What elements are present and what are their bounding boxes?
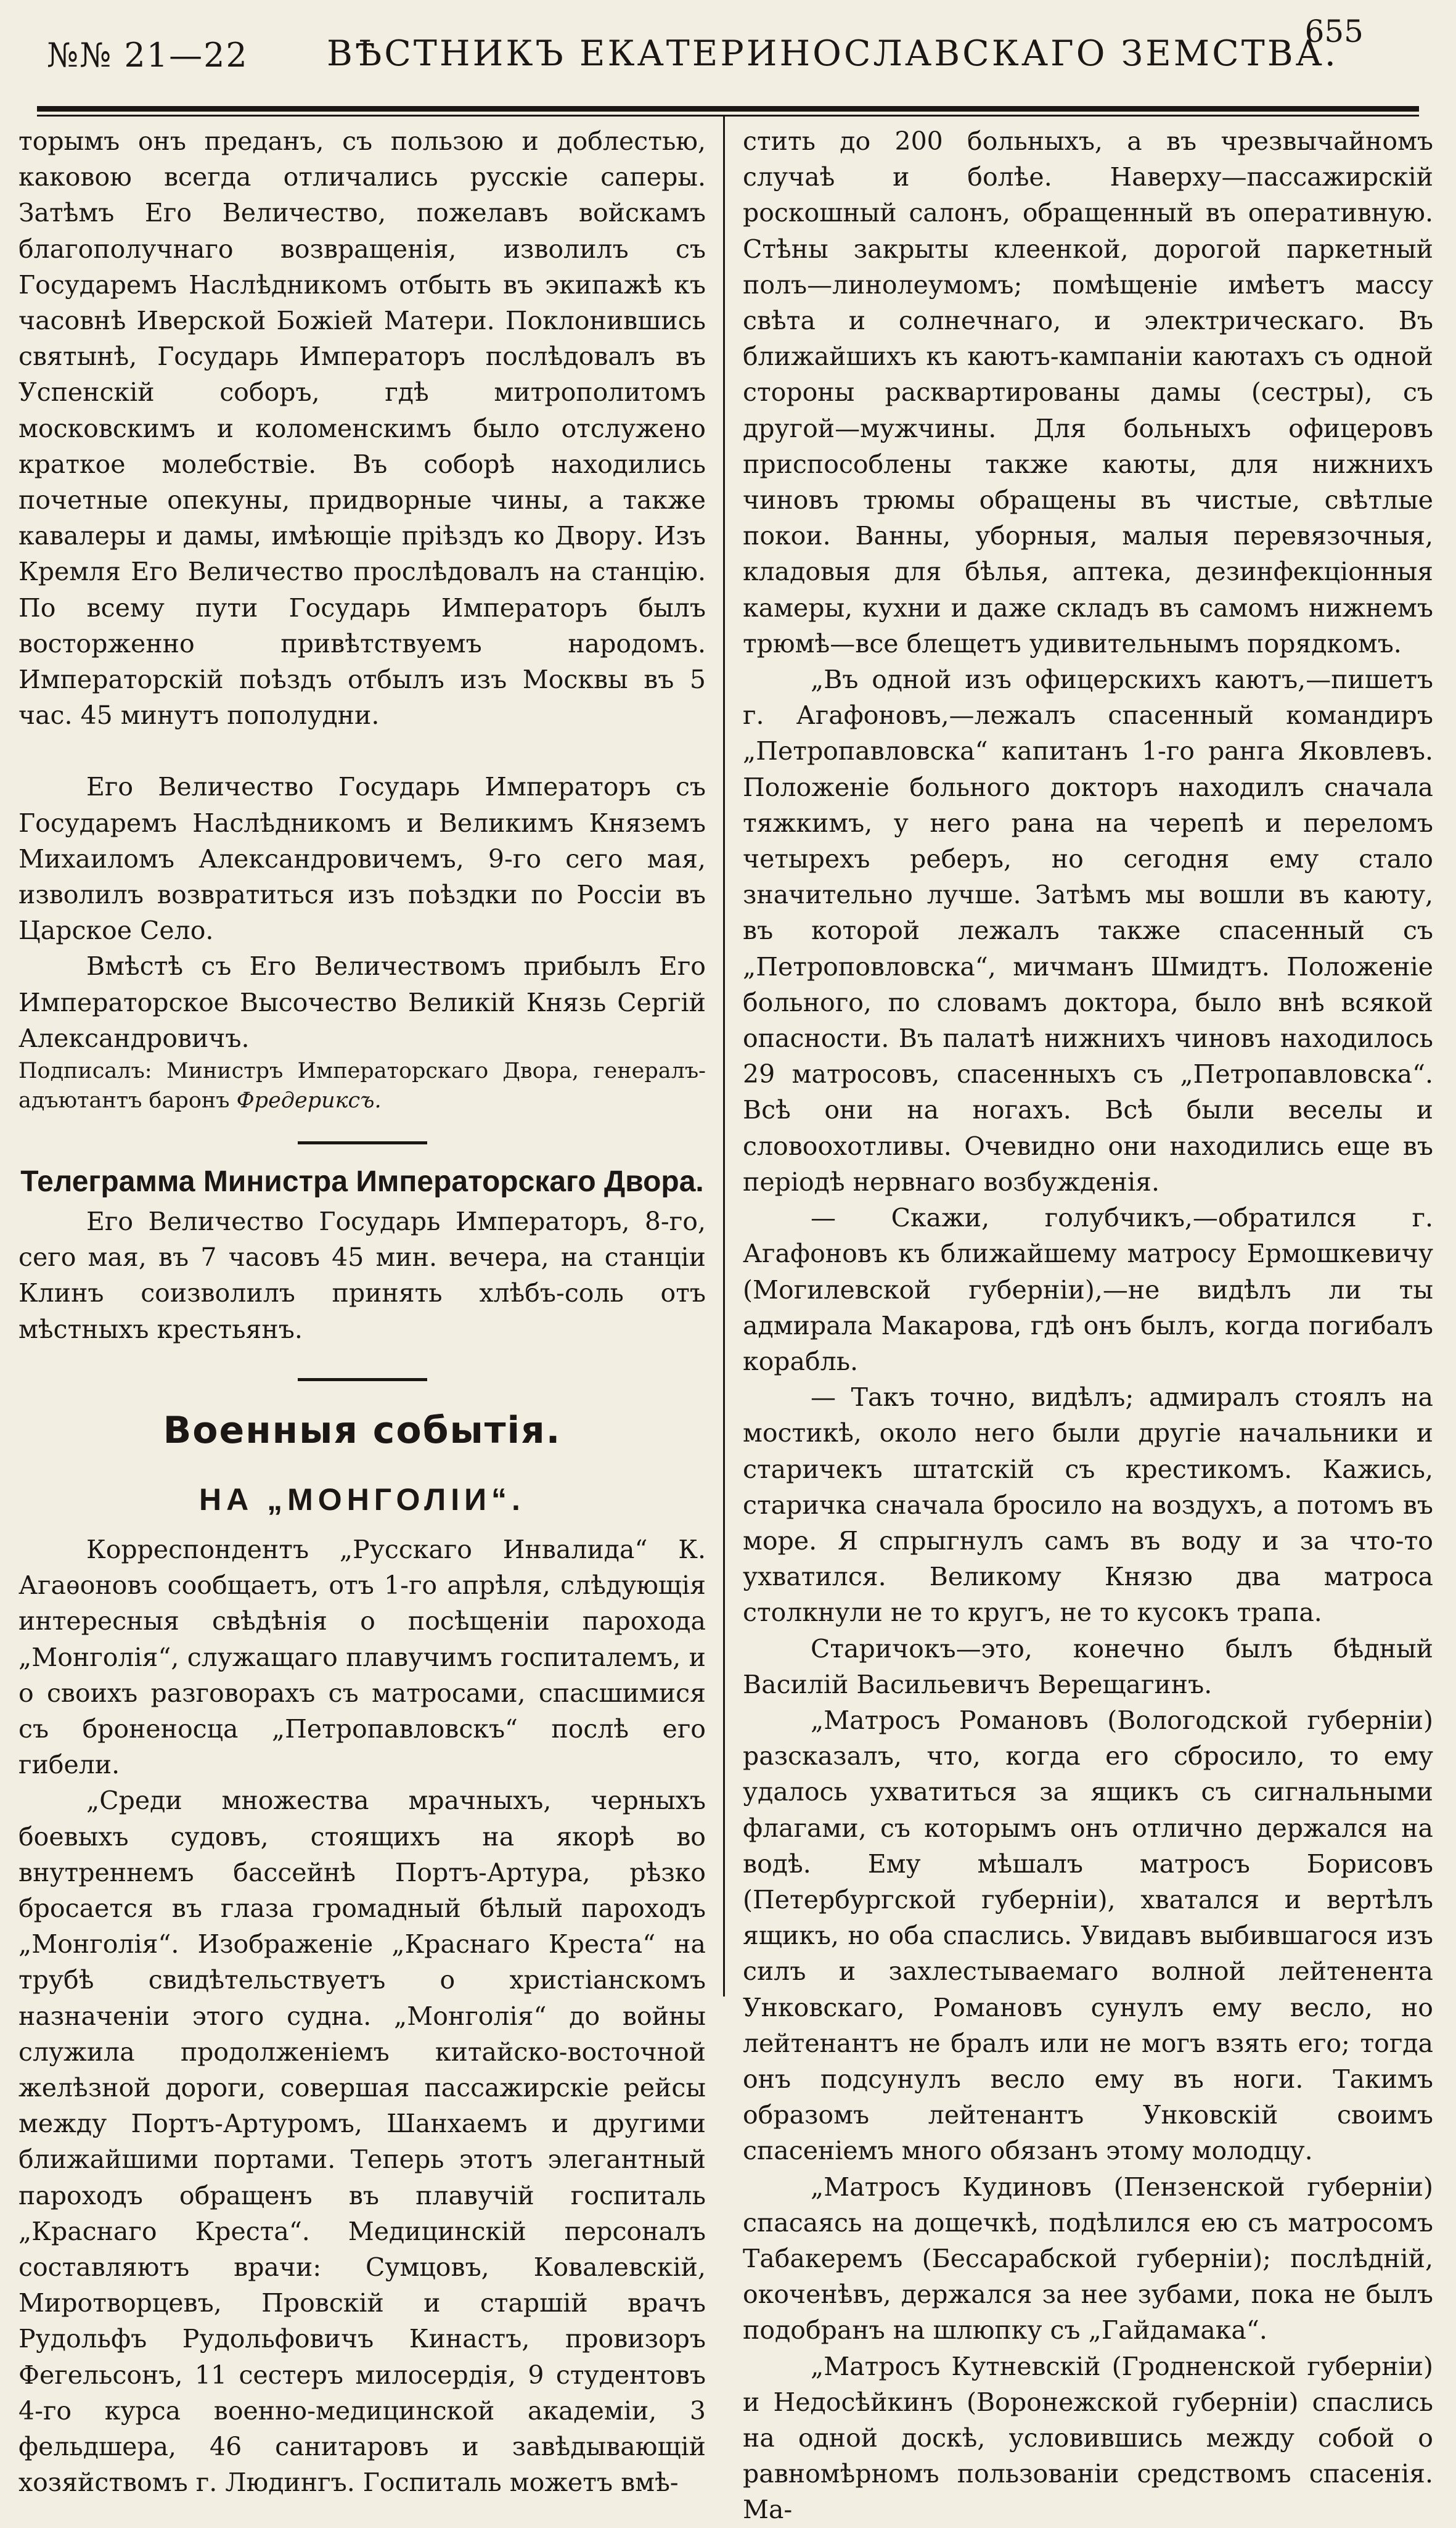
right-column — [743, 123, 1433, 2528]
paragraph: „Среди множества мрачныхъ, черныхъ боевыхъ судовъ, стоящихъ на якорѣ во внутреннемъ бассейнѣ Портъ-Артура, рѣзко бросается въ глаза громадный бѣлый пароходъ „Монголія“. Изображеніе „Краснаго Креста“ на трубѣ свидѣтельствуетъ о христіанскомъ назначеніи этого судна. „Монголія“ до войны служила продолженіемъ китайско-восточной желѣзной дороги, совершая пассажирскіе рейсы между Портъ-Артуромъ, Шанхаемъ и другими ближайшими портами. Теперь этотъ элегантный пароходъ обращенъ въ плавучій госпиталь „Краснаго Креста“. Медицинскій персоналъ составляютъ врачи: Сумцовъ, Ковалевскій, Миротворцевъ, Провскій и старшій врачъ Рудольфъ Рудольфовичъ Кинастъ, провизоръ Фегельсонъ, 11 сестеръ милосердія, 9 студентовъ 4-го курса военно-медицинской академіи, 3 фельдшера, 46 санитаровъ и завѣдывающій хозяйствомъ г. Людингъ. Госпиталь можетъ вмѣ- — [18, 1786, 706, 2498]
section-divider — [298, 1141, 427, 1144]
paragraph: Вмѣстѣ съ Его Величествомъ прибылъ Его Императорское Высочество Великій Князь Сергій Александровичъ. — [18, 951, 706, 1053]
left-column — [18, 123, 706, 2500]
telegram-heading: Телеграмма Министра Императорскаго Двора. — [20, 1165, 704, 1199]
paragraph: „Матросъ Романовъ (Вологодской губерніи) разсказалъ, что, когда его сбросило, то ему удалось ухватиться за ящикъ съ сигнальными флагами, съ которымъ онъ отлично держался на водѣ. Ему мѣшалъ матросъ Борисовъ (Петербургской губерніи), хватался и вертѣлъ ящикъ, но оба спаслись. Увидавъ выбившагося изъ силъ и захлестываемаго волной лейтенента Унковскаго, Романовъ сунулъ ему весло, но лейтенантъ не бралъ или не могъ взять его; тогда онъ подсунулъ весло ему въ ноги. Такимъ образомъ лейтенантъ Унковскій своимъ спасеніемъ много обязанъ этому молодцу. — [743, 1705, 1433, 2166]
paragraph: „Въ одной изъ офицерскихъ каютъ,—пишетъ г. Агафоновъ,—лежалъ спасенный командиръ „Петропавловска“ капитанъ 1-го ранга Яковлевъ. Положеніе больного докторъ находилъ сначала тяжкимъ, у него рана на черепѣ и переломъ четырехъ реберъ, но сегодня ему стало значительно лучше. Затѣмъ мы вошли въ каюту, въ которой лежалъ также спасенный съ „Петроповловска“, мичманъ Шмидтъ. Положеніе больного, по словамъ доктора, было внѣ всякой опасности. Въ палатѣ нижнихъ чиновъ находилось 29 матросовъ, спасенныхъ съ „Петропавловска“. Всѣ они на ногахъ. Всѣ были веселы и словоохотливы. Очевидно они находились еще въ періодѣ нервнаго возбужденія. — [743, 665, 1433, 1197]
paragraph: стить до 200 больныхъ, а въ чрезвычайномъ случаѣ и болѣе. Наверху—пассажирскій роскошный салонъ, обращенный въ оперативную. Стѣны закрыты клеенкой, дорогой паркетный полъ—линолеумомъ; помѣщеніе имѣетъ массу свѣта и солнечнаго, и электрическаго. Въ ближайшихъ къ каютъ-кампаніи каютахъ съ одной стороны расквартированы дамы (сестры), съ другой—мужчины. Для больныхъ офицеровъ приспособлены также каюты, для нижнихъ чиновъ трюмы обращены въ чистые, свѣтлые покои. Ванны, уборныя, малыя перевязочныя, кладовыя для бѣлья, аптека, дезинфекціонныя камеры, кухни и даже складъ въ самомъ нижнемъ трюмѣ—все блещетъ удивительнымъ порядкомъ. — [743, 126, 1433, 659]
paragraph: „Матросъ Кудиновъ (Пензенской губерніи) спасаясь на дощечкѣ, подѣлился ею съ матросомъ Табакеремъ (Бессарабской губерніи); послѣдній, окоченѣвъ, держался за нее зубами, пока не былъ подобранъ на шлюпку съ „Гайдамака“. — [743, 2172, 1433, 2345]
paragraph: торымъ онъ преданъ, съ пользою и доблестью, каковою всегда отличались русскіе саперы. Затѣмъ Его Величество, пожелавъ войскамъ благополучнаго возвращенія, изволилъ съ Государемъ Наслѣдникомъ отбыть въ экипажѣ къ часовнѣ Иверской Божіей Матери. Поклонившись святынѣ, Государь Императоръ послѣдовалъ въ Успенскій соборъ, гдѣ митрополитомъ московскимъ и коломенскимъ было отслужено краткое молебствіе. Въ соборѣ находились почетные опекуны, придворные чины, а также кавалеры и дамы, имѣющіе пріѣздъ ко Двору. Изъ Кремля Его Величество прослѣдовалъ на станцію. По всему пути Государь Императоръ былъ восторженно привѣтствуемъ народомъ. Императорскій поѣздъ отбылъ изъ Москвы въ 5 час. 45 минутъ пополудни. — [18, 126, 706, 731]
issue-number: №№ 21—22 — [47, 36, 248, 75]
paragraph: „Матросъ Кутневскій (Гродненской губерніи) и Недосѣйкинъ (Воронежской губерніи) спаслись на одной доскѣ, условившись между собой о равномѣрномъ пользованіи средствомъ спасенія. Ма- — [743, 2351, 1433, 2525]
journal-title: ВѢСТНИКЪ ЕКАТЕРИНОСЛАВСКАГО ЗЕМСТВА. — [327, 33, 1338, 74]
section-divider — [298, 1378, 427, 1381]
paragraph: Старичокъ—это, конечно былъ бѣдный Василій Васильевичъ Верещагинъ. — [743, 1633, 1433, 1699]
paragraph: Корреспондентъ „Русскаго Инвалида“ К. Агаѳоновъ сообщаетъ, отъ 1-го апрѣля, слѣдующія интересныя свѣдѣнія о посѣщеніи парохода „Монголія“, служащаго плавучимъ госпиталемъ, и о своихъ разговорахъ съ матросами, спасшимися съ броненосца „Петропавловскъ“ послѣ его гибели. — [18, 1534, 706, 1780]
paragraph: — Такъ точно, видѣлъ; адмиралъ стоялъ на мостикѣ, около него были другіе начальники и старичекъ штатскій съ крестикомъ. Кажись, старичка сначала бросило на воздухъ, а потомъ въ море. Я спрыгнулъ самъ въ воду и за что-то ухватился. Великому Князю два матроса столкнули не то кругъ, не то кусокъ трапа. — [743, 1382, 1433, 1628]
mongolia-heading: НА „МОНГОЛІИ“. — [199, 1482, 525, 1517]
page-number: 655 — [1304, 14, 1364, 49]
signer-name: Фредериксъ. — [236, 1088, 382, 1114]
signature-line — [18, 1056, 706, 1115]
signature-text: Подписалъ: Министръ Императорскаго Двора, генералъ-адъютантъ баронъ — [18, 1059, 706, 1114]
paragraph: Его Величество Государь Императоръ съ Государемъ Наслѣдникомъ и Великимъ Княземъ Михаиломъ Александровичемъ, 9-го сего мая, изволилъ возвратиться изъ поѣздки по Россіи въ Царское Село. — [18, 772, 706, 946]
header-rule — [37, 106, 1419, 112]
column-divider — [723, 116, 725, 1997]
paragraph: — Скажи, голубчикъ,—обратился г. Агафоновъ къ ближайшему матросу Ермошкевичу (Могилевской губерніи),—не видѣлъ ли ты адмирала Макарова, гдѣ онъ былъ, когда погибалъ корабль. — [743, 1203, 1433, 1376]
article-columns — [18, 123, 1438, 2525]
header-rule-thin — [37, 115, 1419, 117]
page-header — [37, 0, 1419, 105]
military-events-heading: Военныя событія. — [163, 1408, 562, 1452]
paragraph: Его Величество Государь Императоръ, 8-го, сего мая, въ 7 часовъ 45 мин. вечера, на станціи Клинъ соизволилъ принять хлѣбъ-соль отъ мѣстныхъ крестьянъ. — [18, 1207, 706, 1344]
